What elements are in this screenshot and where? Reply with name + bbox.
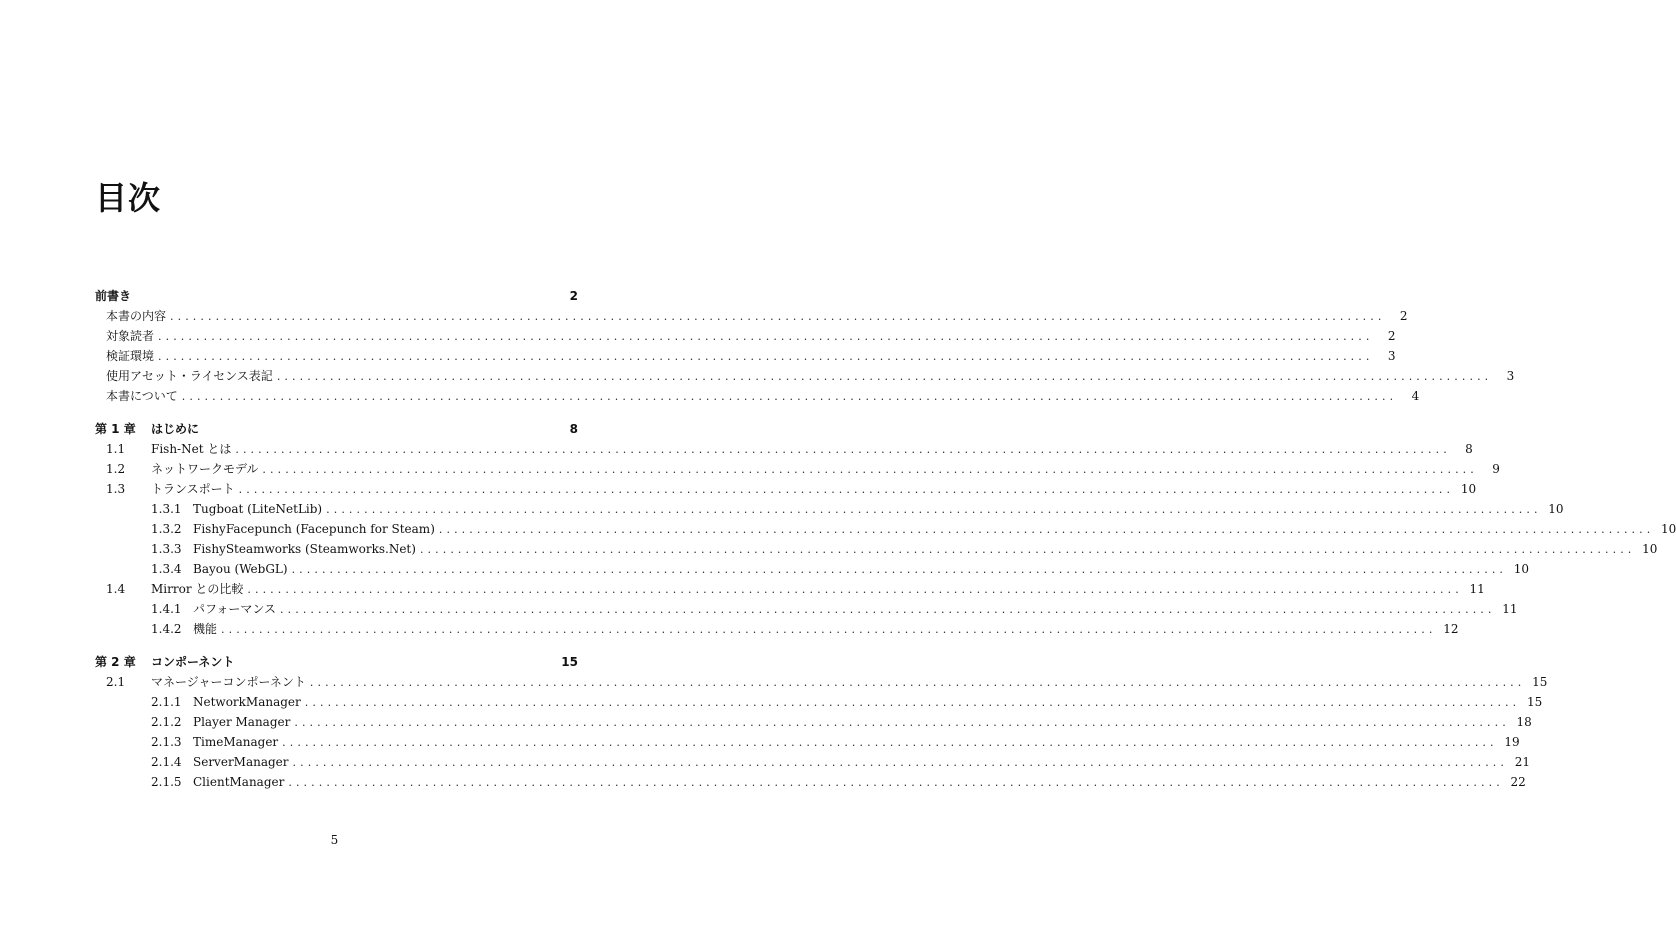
chapter-page: 8 — [569, 422, 578, 436]
entry-title: Bayou (WebGL) — [193, 562, 288, 576]
entry-page: 10 — [1661, 522, 1676, 536]
entry-number: 1.3.4 — [151, 562, 182, 576]
chapter-title: コンポーネント — [151, 655, 235, 669]
entry-title: ネットワークモデル — [151, 462, 259, 476]
entry-number: 2.1.2 — [151, 715, 182, 729]
entry-page: 15 — [1532, 675, 1548, 689]
entry-page: 10 — [1642, 542, 1658, 556]
entry-title: 本書の内容 — [106, 309, 167, 323]
toc-preface-item[interactable] — [95, 386, 1420, 406]
entry-title: Fish-Net とは — [151, 442, 232, 456]
dot-leader: ................................................................................................................................................................ — [438, 523, 1655, 536]
entry-page: 19 — [1504, 735, 1520, 749]
toc-subsection[interactable] — [95, 692, 1543, 712]
toc-preface-item[interactable] — [95, 326, 1396, 346]
entry-title: 機能 — [193, 622, 218, 636]
entry-page: 18 — [1516, 715, 1532, 729]
entry-number: 2.1.1 — [151, 695, 182, 709]
toc-preface-item[interactable] — [95, 346, 1396, 366]
entry-number: 2.1.4 — [151, 755, 182, 769]
entry-page: 3 — [1387, 349, 1396, 363]
entry-number: 1.3.1 — [151, 502, 182, 516]
chapter-title: はじめに — [151, 422, 200, 436]
entry-number: 1.3 — [106, 482, 126, 496]
entry-page: 10 — [1513, 562, 1530, 576]
dot-leader: ................................................................................................................................................................ — [282, 736, 1498, 749]
entry-title: Mirror との比較 — [151, 582, 244, 596]
toc-subsection[interactable] — [95, 519, 1676, 539]
toc-subsection[interactable] — [95, 559, 1530, 579]
toc-section[interactable] — [95, 439, 1473, 459]
entry-page: 22 — [1510, 775, 1526, 789]
toc-chapter-entry[interactable] — [95, 286, 578, 306]
entry-title: Tugboat (LiteNetLib) — [193, 502, 323, 516]
dot-leader: ................................................................................................................................................................ — [247, 583, 1463, 596]
dot-leader: ................................................................................................................................................................ — [235, 443, 1451, 456]
entry-number: 1.3.3 — [151, 542, 182, 556]
chapter-page: 2 — [569, 289, 578, 303]
dot-leader: ................................................................................................................................................................ — [170, 310, 1386, 323]
entry-page: 10 — [1460, 482, 1477, 496]
entry-title: Player Manager — [193, 715, 291, 729]
chapter-page: 15 — [561, 655, 578, 669]
entry-title: トランスポート — [151, 482, 235, 496]
toc-section[interactable] — [95, 479, 1477, 499]
entry-page: 4 — [1411, 389, 1420, 403]
dot-leader: ................................................................................................................................................................ — [238, 483, 1455, 496]
dot-leader: ................................................................................................................................................................ — [158, 350, 1374, 363]
entry-page: 2 — [1387, 329, 1396, 343]
entry-page: 3 — [1506, 369, 1515, 383]
dot-leader: ................................................................................................................................................................ — [276, 370, 1493, 383]
entry-page: 11 — [1469, 582, 1485, 596]
chapter-number: 第 2 章 — [95, 655, 136, 669]
entry-page: 9 — [1492, 462, 1500, 476]
entry-page: 8 — [1465, 442, 1473, 456]
entry-title: TimeManager — [193, 735, 279, 749]
dot-leader: ................................................................................................................................................................ — [280, 603, 1496, 616]
entry-number: 2.1.5 — [151, 775, 182, 789]
table-of-contents — [95, 286, 1676, 792]
dot-leader: ................................................................................................................................................................ — [181, 390, 1398, 403]
toc-subsection[interactable] — [95, 499, 1564, 519]
entry-title: 本書について — [106, 389, 178, 403]
entry-title: 対象読者 — [106, 329, 155, 343]
toc-subsection[interactable] — [95, 599, 1518, 619]
entry-page: 15 — [1526, 695, 1543, 709]
entry-number: 1.2 — [106, 462, 126, 476]
entry-page: 21 — [1514, 755, 1530, 769]
entry-title: ClientManager — [193, 775, 285, 789]
dot-leader: ................................................................................................................................................................ — [158, 330, 1374, 343]
entry-number: 1.4 — [106, 582, 126, 596]
chapter-number: 第 1 章 — [95, 422, 136, 436]
toc-preface-item[interactable] — [95, 306, 1408, 326]
toc-section[interactable] — [95, 579, 1485, 599]
dot-leader: ................................................................................................................................................................ — [221, 623, 1437, 636]
toc-subsection[interactable] — [95, 619, 1459, 639]
entry-title: 検証環境 — [106, 349, 155, 363]
dot-leader: ................................................................................................................................................................ — [294, 716, 1510, 729]
dot-leader: ................................................................................................................................................................ — [291, 563, 1508, 576]
dot-leader: ................................................................................................................................................................ — [304, 696, 1521, 709]
toc-subsection[interactable] — [95, 539, 1658, 559]
chapter-title: 前書き — [95, 289, 132, 303]
toc-chapter-entry[interactable] — [95, 419, 578, 439]
entry-page: 12 — [1443, 622, 1459, 636]
entry-title: ServerManager — [193, 755, 289, 769]
dot-leader: ................................................................................................................................................................ — [262, 463, 1478, 476]
toc-chapter-entry[interactable] — [95, 652, 578, 672]
dot-leader: ................................................................................................................................................................ — [419, 543, 1636, 556]
toc-subsection[interactable] — [95, 772, 1526, 792]
entry-page: 2 — [1399, 309, 1408, 323]
toc-preface-item[interactable] — [95, 366, 1515, 386]
entry-title: マネージャーコンポーネント — [151, 675, 306, 689]
dot-leader: ................................................................................................................................................................ — [326, 503, 1542, 516]
entry-number: 2.1.3 — [151, 735, 182, 749]
entry-number: 1.4.2 — [151, 622, 182, 636]
entry-number: 1.1 — [106, 442, 126, 456]
entry-number: 2.1 — [106, 675, 126, 689]
toc-subsection[interactable] — [95, 732, 1520, 752]
entry-title: FishySteamworks (Steamworks.Net) — [193, 542, 416, 556]
entry-number: 1.3.2 — [151, 522, 182, 536]
toc-subsection[interactable] — [95, 752, 1530, 772]
toc-subsection[interactable] — [95, 712, 1532, 732]
entry-title: NetworkManager — [193, 695, 301, 709]
toc-section[interactable] — [95, 459, 1500, 479]
entry-page: 10 — [1548, 502, 1564, 516]
dot-leader: ................................................................................................................................................................ — [288, 776, 1504, 789]
entry-number: 1.4.1 — [151, 602, 182, 616]
dot-leader: ................................................................................................................................................................ — [292, 756, 1508, 769]
entry-title: パフォーマンス — [193, 602, 277, 616]
page-number: 5 — [330, 833, 339, 847]
dot-leader: ................................................................................................................................................................ — [309, 676, 1526, 689]
page-title: 目次 — [95, 179, 162, 217]
entry-title: FishyFacepunch (Facepunch for Steam) — [193, 522, 435, 536]
entry-page: 11 — [1502, 602, 1518, 616]
toc-section[interactable] — [95, 672, 1548, 692]
entry-title: 使用アセット・ライセンス表記 — [106, 369, 273, 383]
